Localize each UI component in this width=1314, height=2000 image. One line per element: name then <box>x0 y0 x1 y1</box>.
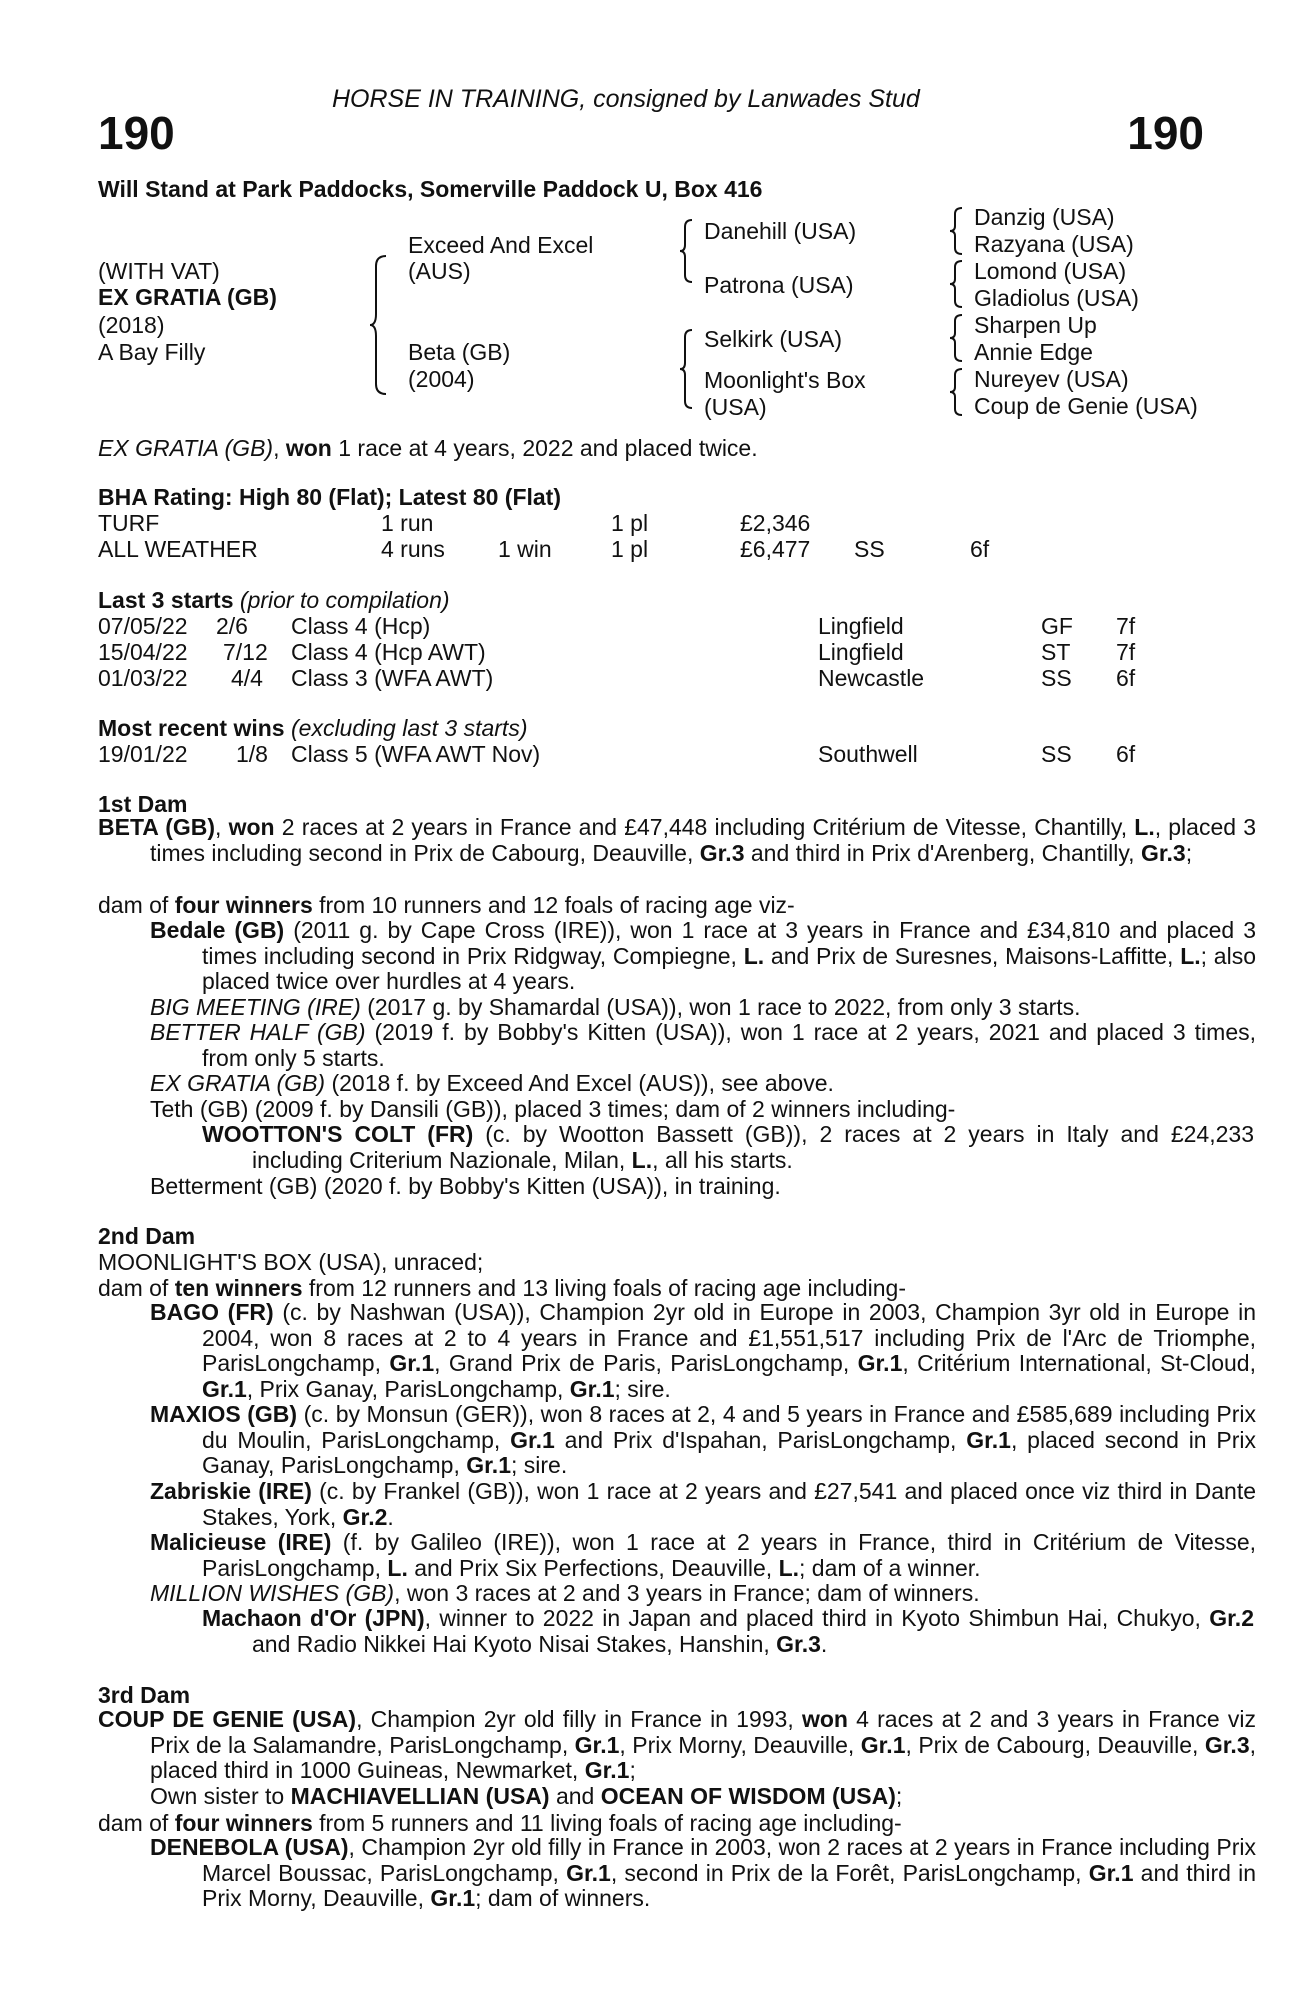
sire-name: Exceed And Excel <box>408 232 594 258</box>
produce-teth: Teth (GB) (2009 f. by Dansili (GB)), placed 3 times; dam of 2 winners including- <box>150 1096 956 1122</box>
dam2-produce-line: dam of ten winners from 12 runners and 13 living foals of racing age including- <box>98 1275 906 1301</box>
rating-dist: 6f <box>970 536 990 562</box>
rating-placed: 1 pl <box>611 536 649 562</box>
race-summary: EX GRATIA (GB), won 1 race at 4 years, 2022 and placed twice. <box>98 435 758 461</box>
start-going: SS <box>1041 665 1072 691</box>
pedigree-brace-g2 <box>950 259 964 309</box>
horse-description: A Bay Filly <box>98 339 206 365</box>
produce-million-wishes: MILLION WISHES (GB), won 3 races at 2 and 3 years in France; dam of winners. <box>150 1580 980 1606</box>
sire-dam: Patrona (USA) <box>704 272 854 298</box>
produce-big-meeting: BIG MEETING (IRE) (2017 g. by Shamardal (USA)), won 1 race to 2022, from only 3 starts. <box>150 994 1081 1020</box>
start-course: Lingfield <box>818 639 904 665</box>
win-going: SS <box>1041 741 1072 767</box>
dam-beta-won: won <box>228 814 275 840</box>
start-race: Class 3 (WFA AWT) <box>291 665 494 691</box>
sire-country: (AUS) <box>408 258 471 284</box>
horse-name: EX GRATIA (GB) <box>98 284 277 310</box>
pedigree-brace-g1 <box>950 206 964 256</box>
start-race: Class 4 (Hcp AWT) <box>291 639 486 665</box>
dam-dam-country: (USA) <box>704 394 767 420</box>
produce-zabriskie: Zabriskie (IRE) (c. by Frankel (GB)), won 1 race at 2 years and £27,541 and placed once viz third in Dante Stakes, York, Gr.2. <box>150 1478 1257 1530</box>
pedigree-brace-dam <box>680 328 696 410</box>
rating-surface: ALL WEATHER <box>98 536 258 562</box>
dam-sire: Selkirk (USA) <box>704 326 843 352</box>
produce-bago: BAGO (FR) (c. by Nashwan (USA)), Champion 2yr old in Europe in 2003, Champion 3yr old in Europe in 2004, won 8 races at 2 to 4 years in France and £1,551,517 including Prix de l'Arc de Triomphe, ParisLongchamp, Gr.1, Grand Prix de Paris, ParisLongchamp, Gr.1, Critérium International, St-Cloud, Gr.1, Prix Ganay, ParisLongchamp, Gr.1; sire. <box>150 1299 1256 1402</box>
win-course: Southwell <box>818 741 918 767</box>
grandsire-2: Razyana (USA) <box>974 231 1134 257</box>
win-dist: 6f <box>1116 741 1136 767</box>
rating-surface: TURF <box>98 510 160 536</box>
start-dist: 7f <box>1116 639 1136 665</box>
dam-moonlights-box: MOONLIGHT'S BOX (USA), unraced; <box>98 1249 484 1275</box>
grandsire-7: Nureyev (USA) <box>974 366 1129 392</box>
lot-number-left: 190 <box>98 107 175 159</box>
consignment-line: HORSE IN TRAINING, consigned by Lanwades Stud <box>332 85 920 113</box>
summary-text: 1 race at 4 years, 2022 and placed twice. <box>331 435 758 461</box>
produce-bedale-name: Bedale (GB) <box>150 917 285 943</box>
second-dam-heading: 2nd Dam <box>98 1223 196 1249</box>
dam-name: Beta (GB) <box>408 339 511 365</box>
start-going: GF <box>1041 613 1073 639</box>
dam-beta: BETA (GB), won 2 races at 2 years in France and £47,448 including Critérium de Vitesse, Chantilly, L., placed 3 times including second in Prix de Cabourg, Deauville, Gr.3 and third in Prix d'Arenberg, Chantilly, Gr.3; <box>98 814 1257 866</box>
pedigree-brace-g4 <box>950 367 964 417</box>
win-pos: 1/8 <box>236 741 268 767</box>
rating-wins: 1 win <box>498 536 552 562</box>
last-starts-heading: Last 3 starts <box>98 587 234 613</box>
produce-maxios: MAXIOS (GB) (c. by Monsun (GER)), won 8 races at 2, 4 and 5 years in France and £585,689 including Prix du Moulin, ParisLongchamp, Gr.1 and Prix d'Ispahan, ParisLongchamp, Gr.1, placed second in Prix Ganay, ParisLongchamp, Gr.1; sire. <box>150 1401 1256 1479</box>
summary-horse: EX GRATIA (GB) <box>98 435 274 461</box>
dam-coup-de-genie: COUP DE GENIE (USA), Champion 2yr old filly in France in 1993, won 4 races at 2 and 3 years in France viz Prix de la Salamandre, ParisLongchamp, Gr.1, Prix Morny, Deauville, Gr.1, Prix de Cabourg, Deauville, Gr.3, placed third in 1000 Guineas, Newmarket, Gr.1; Own sister to MACHIAVELLIAN (USA) and OCEAN OF WISDOM (USA); <box>98 1706 1257 1809</box>
start-course: Lingfield <box>818 613 904 639</box>
dam-beta-name: BETA (GB) <box>98 814 216 840</box>
stand-location: Will Stand at Park Paddocks, Somerville Paddock U, Box 416 <box>98 176 763 202</box>
lot-number-right: 190 <box>1127 107 1204 159</box>
last-starts-note: (prior to compilation) <box>239 587 450 613</box>
horse-year: (2018) <box>98 312 165 338</box>
win-date: 19/01/22 <box>98 741 188 767</box>
produce-denebola: DENEBOLA (USA), Champion 2yr old filly in France in 2003, won 2 races at 2 years in France including Prix Marcel Boussac, ParisLongchamp, Gr.1, second in Prix de la Forêt, ParisLongchamp, Gr.1 and third in Prix Morny, Deauville, Gr.1; dam of winners. <box>150 1834 1256 1912</box>
start-date: 01/03/22 <box>98 665 188 691</box>
recent-wins-note: (excluding last 3 starts) <box>291 715 528 741</box>
rating-title: BHA Rating: High 80 (Flat); Latest 80 (Flat) <box>98 484 561 510</box>
produce-woottons-colt: WOOTTON'S COLT (FR) (c. by Wootton Bassett (GB)), 2 races at 2 years in Italy and £24,233 including Criterium Nazionale, Milan, L., all his starts. <box>202 1121 1254 1173</box>
grandsire-8: Coup de Genie (USA) <box>974 393 1198 419</box>
dam1-produce-line: dam of four winners from 10 runners and 12 foals of racing age viz- <box>98 892 795 918</box>
start-pos: 4/4 <box>231 665 263 691</box>
rating-prize: £2,346 <box>740 510 811 536</box>
pedigree-brace-sire <box>680 218 696 284</box>
start-course: Newcastle <box>818 665 925 691</box>
sire-sire: Danehill (USA) <box>704 218 857 244</box>
grandsire-4: Gladiolus (USA) <box>974 285 1139 311</box>
recent-wins-heading: Most recent wins <box>98 715 285 741</box>
first-dam-heading: 1st Dam <box>98 791 188 817</box>
start-dist: 6f <box>1116 665 1136 691</box>
start-dist: 7f <box>1116 613 1136 639</box>
win-race: Class 5 (WFA AWT Nov) <box>291 741 541 767</box>
last-starts-title <box>98 587 450 613</box>
produce-ex-gratia: EX GRATIA (GB) (2018 f. by Exceed And Excel (AUS)), see above. <box>150 1070 834 1096</box>
rating-runs: 4 runs <box>381 536 445 562</box>
grandsire-5: Sharpen Up <box>974 312 1097 338</box>
produce-machaon-dor: Machaon d'Or (JPN), winner to 2022 in Japan and placed third in Kyoto Shimbun Hai, Chukyo, Gr.2 and Radio Nikkei Hai Kyoto Nisai Stakes, Hanshin, Gr.3. <box>202 1605 1254 1657</box>
pedigree-brace-g3 <box>950 313 964 363</box>
produce-better-half: BETTER HALF (GB) (2019 f. by Bobby's Kitten (USA)), won 1 race at 2 years, 2021 and placed 3 times, from only 5 starts. <box>150 1019 1257 1071</box>
start-pos: 2/6 <box>216 613 248 639</box>
recent-wins-title <box>98 715 527 741</box>
dam-year: (2004) <box>408 366 475 392</box>
produce-malicieuse: Malicieuse (IRE) (f. by Galileo (IRE)), won 1 race at 2 years in France, third in Critérium de Vitesse, ParisLongchamp, L. and Prix Six Perfections, Deauville, L.; dam of a winner. <box>150 1529 1257 1581</box>
summary-won: won <box>285 435 332 461</box>
rating-runs: 1 run <box>381 510 434 536</box>
grandsire-3: Lomond (USA) <box>974 258 1127 284</box>
produce-bedale: Bedale (GB) (2011 g. by Cape Cross (IRE)), won 1 race at 3 years in France and £34,810 and placed 3 times including second in Prix Ridgway, Compiegne, L. and Prix de Suresnes, Maisons-Laffitte, L.; also placed twice over hurdles at 4 years. <box>150 917 1256 995</box>
dam-dam: Moonlight's Box <box>704 367 866 393</box>
vat-label: (WITH VAT) <box>98 258 220 284</box>
start-pos: 7/12 <box>223 639 268 665</box>
rating-placed: 1 pl <box>611 510 649 536</box>
dam3-produce-line: dam of four winners from 5 runners and 11 living foals of racing age including- <box>98 1810 902 1836</box>
grandsire-6: Annie Edge <box>974 339 1093 365</box>
start-date: 15/04/22 <box>98 639 188 665</box>
rating-prize: £6,477 <box>740 536 811 562</box>
grandsire-1: Danzig (USA) <box>974 204 1115 230</box>
rating-going: SS <box>854 536 885 562</box>
start-date: 07/05/22 <box>98 613 188 639</box>
start-race: Class 4 (Hcp) <box>291 613 431 639</box>
produce-betterment: Betterment (GB) (2020 f. by Bobby's Kitten (USA)), in training. <box>150 1173 781 1199</box>
third-dam-heading: 3rd Dam <box>98 1682 191 1708</box>
pedigree-brace-main <box>370 254 390 396</box>
start-going: ST <box>1041 639 1071 665</box>
